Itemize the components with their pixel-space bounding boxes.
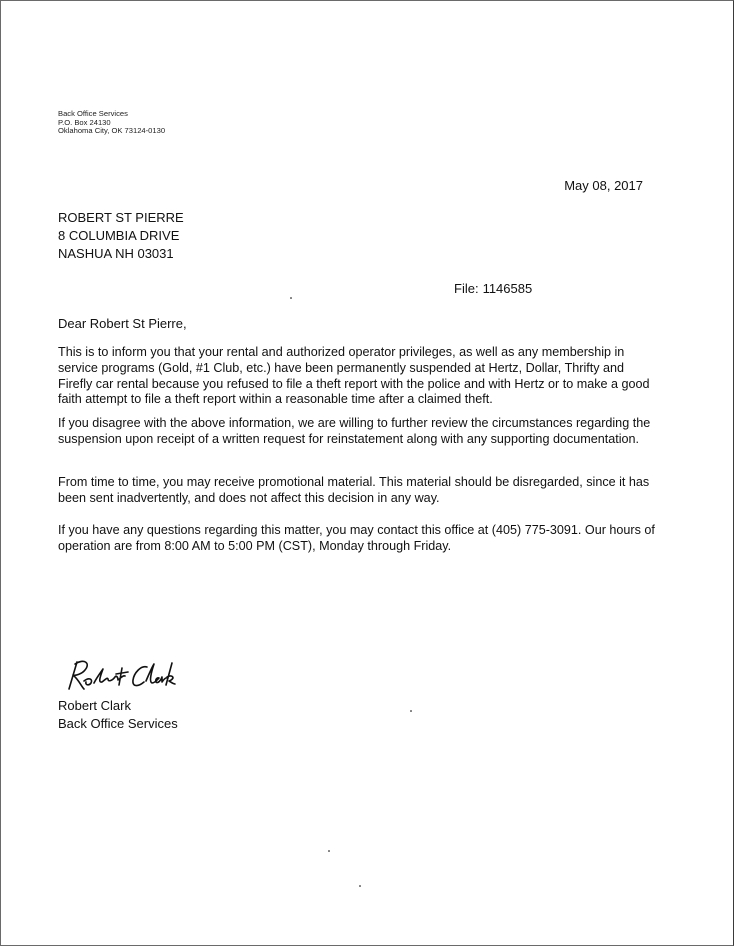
sender-name: Back Office Services — [58, 109, 128, 118]
recipient-city: NASHUA NH 03031 — [58, 246, 174, 261]
scan-speck — [290, 297, 292, 299]
recipient-name: ROBERT ST PIERRE — [58, 210, 184, 225]
file-number: 1146585 — [482, 281, 533, 296]
salutation: Dear Robert St Pierre, — [58, 316, 187, 331]
sender-city: Oklahoma City, OK 73124-0130 — [58, 126, 166, 136]
paragraph-promotional: From time to time, you may receive promotional material. This material should be disregarded, since it has been sent inadvertently, and does not affect this decision in any way. — [58, 475, 650, 505]
sender-po-box: P.O. Box 24130 — [58, 117, 111, 127]
handwritten-signature — [60, 655, 180, 697]
sender-address — [58, 110, 165, 136]
recipient-address — [58, 209, 184, 263]
signer-department: Back Office Services — [58, 716, 178, 731]
file-label: File: — [454, 281, 479, 296]
file-reference — [454, 281, 532, 296]
signer-block — [58, 697, 178, 733]
recipient-street: 8 COLUMBIA DRIVE — [58, 228, 180, 243]
signer-name: Robert Clark — [58, 698, 131, 713]
letter-date: May 08, 2017 — [564, 178, 643, 193]
paragraph-contact: If you have any questions regarding this matter, you may contact this office at (405) 775-3091. Our hours of operation are from 8:00 AM to 5:00 PM (CST), Monday through Friday. — [58, 523, 655, 553]
scan-speck — [359, 885, 361, 887]
paragraph-suspension: This is to inform you that your rental and authorized operator privileges, as well as any membership in service programs (Gold, #1 Club, etc.) have been permanently suspended at Hertz, Dollar, Thrifty and Firefly car rental because you refused to file a theft report with the police and with Hertz or to make a good faith attempt to file a theft report within a reasonable time after a claimed theft. — [58, 345, 650, 407]
scan-speck — [328, 850, 330, 852]
scan-speck — [410, 710, 412, 712]
paragraph-review: If you disagree with the above information, we are willing to further review the circumstances regarding the suspension upon receipt of a written request for reinstatement along with any supporting documentation. — [58, 416, 651, 446]
